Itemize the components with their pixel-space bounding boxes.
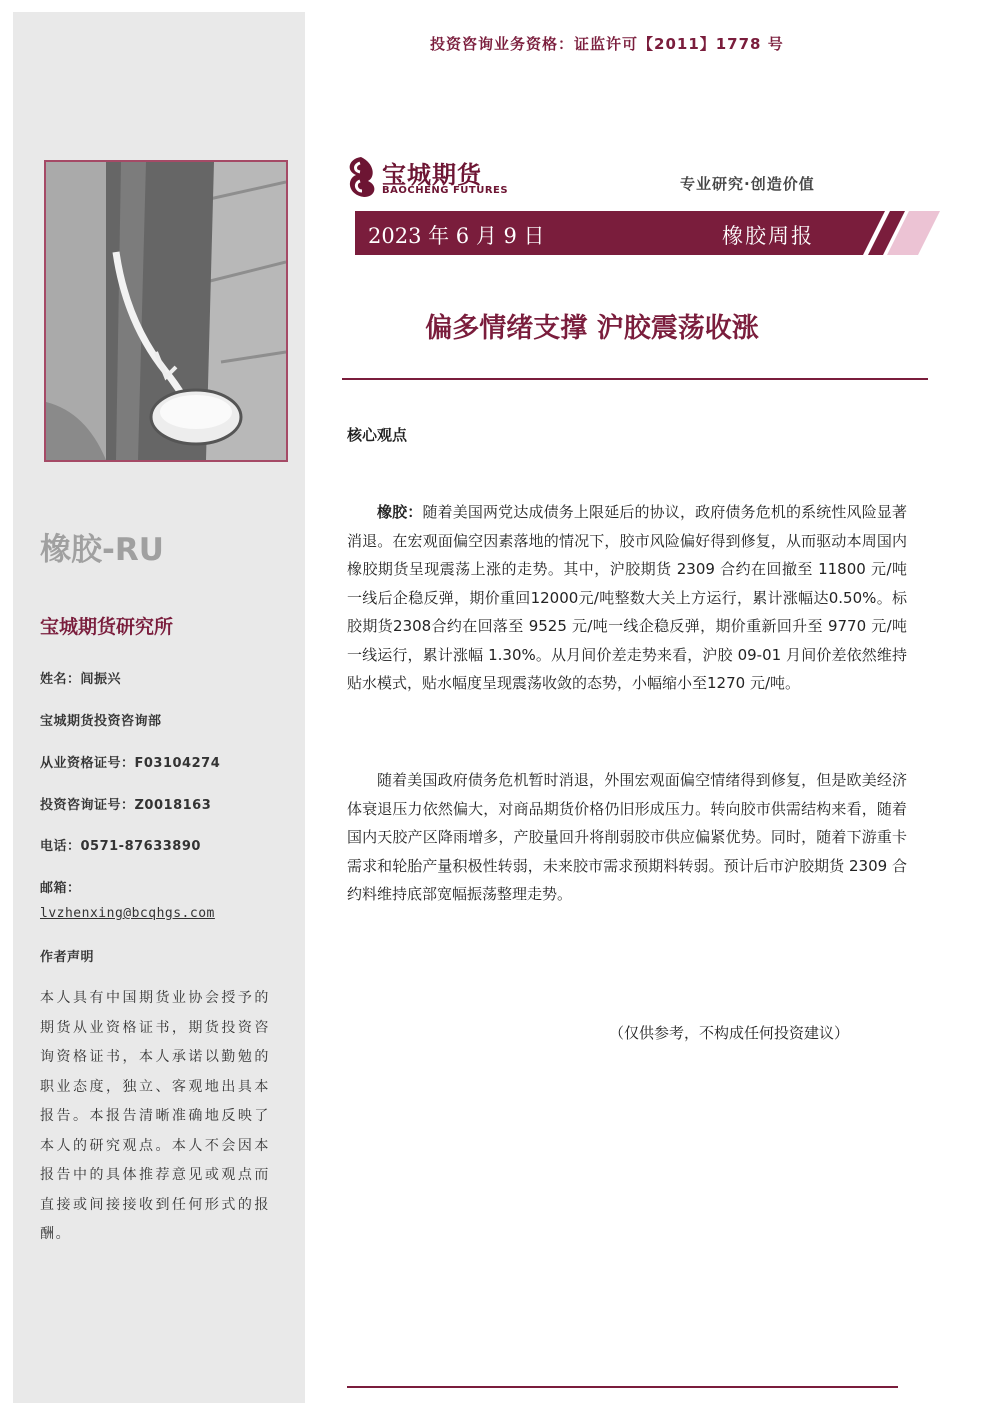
phone: 电话：0571-87633890 — [40, 839, 201, 854]
email-link[interactable]: lvzhenxing@bcqhgs.com — [40, 906, 215, 921]
department: 宝城期货投资咨询部 — [40, 714, 162, 729]
statement-title: 作者声明 — [40, 950, 95, 965]
institute-name: 宝城期货研究所 — [40, 616, 174, 638]
slogan: 专业研究·创造价值 — [680, 175, 815, 193]
email-label: 邮箱： — [40, 881, 81, 896]
core-heading: 核心观点 — [347, 426, 408, 444]
disclaimer: （仅供参考，不构成任何投资建议） — [609, 1024, 850, 1042]
paragraph-1-body: 随着美国两党达成债务上限延后的协议，政府债务危机的系统性风险显著消退。在宏观面偏空因素落地的情况下，胶市风险偏好得到修复，从而驱动本周国内橡胶期货呈现震荡上涨的走势。其中，沪胶期货 2309 合约在回撤至 11800 元/吨一线后企稳反弹，期价重回12000元/吨整数大关上方运行，累计涨幅达0.50%。标胶期货2308合约在回落至 9525 元/吨一线企稳反弹，期价重新回升至 9770 元/吨一线运行，累计涨幅 1.30%。从月间价差走势来看，沪胶 09-01 月间价差依然维持贴水模式，贴水幅度呈现震荡收敛的态势，小幅缩小至1270 元/吨。 — [347, 503, 907, 692]
report-title: 偏多情绪支撑 沪胶震荡收涨 — [425, 313, 759, 344]
date-banner — [355, 211, 940, 255]
report-type: 橡胶周报 — [722, 224, 814, 248]
logo-text-cn: 宝城期货 — [382, 160, 482, 189]
category-label: 橡胶-RU — [40, 532, 164, 568]
paragraph-1-lead: 橡胶： — [377, 503, 423, 521]
company-logo — [342, 155, 512, 201]
qualification-number: 从业资格证号：F03104274 — [40, 756, 221, 771]
analyst-name: 姓名：闾振兴 — [40, 672, 122, 687]
bottom-divider — [347, 1386, 898, 1388]
report-date: 2023 年 6 月 9 日 — [368, 224, 545, 248]
logo-text-en: BAOCHENG FUTURES — [382, 185, 509, 196]
rubber-tree-photo — [44, 160, 288, 462]
license-text: 投资咨询业务资格：证监许可【2011】1778 号 — [430, 35, 784, 53]
paragraph-2: 随着美国政府债务危机暂时消退，外围宏观面偏空情绪得到修复，但是欧美经济体衰退压力依然偏大，对商品期货价格仍旧形成压力。转向胶市供需结构来看，随着国内天胶产区降雨增多，产胶量回升将削弱胶市供应偏紧优势。同时，随着下游重卡需求和轮胎产量积极性转弱，未来胶市需求预期料转弱。预计后市沪胶期货 2309 合约料维持底部宽幅振荡整理走势。 — [347, 771, 907, 903]
consult-number: 投资咨询证号：Z0018163 — [40, 798, 212, 813]
title-divider — [342, 378, 928, 380]
paragraph-1 — [347, 498, 907, 698]
author-statement: 本人具有中国期货业协会授予的期货从业资格证书，期货投资咨询资格证书，本人承诺以勤勉的职业态度，独立、客观地出具本报告。本报告清晰准确地反映了本人的研究观点。本人不会因本报告中的具体推荐意见或观点而直接或间接接收到任何形式的报酬。 — [40, 990, 270, 1242]
rubber-tree-image — [46, 162, 286, 460]
logo-mark-icon — [342, 155, 380, 201]
